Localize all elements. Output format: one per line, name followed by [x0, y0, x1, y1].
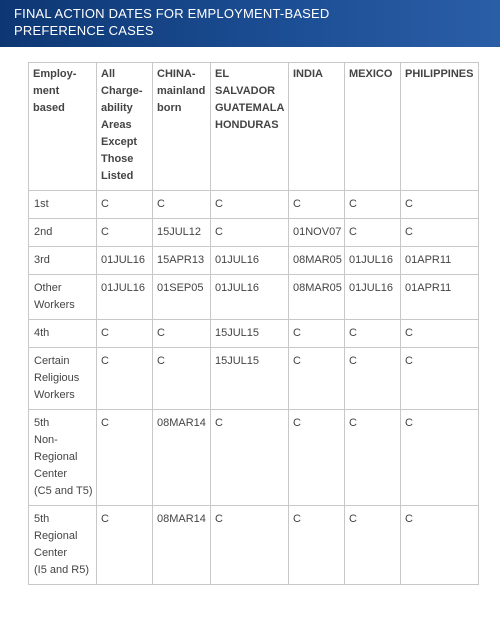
table-cell: C	[97, 410, 153, 506]
table-row	[29, 247, 479, 275]
table-cell: 08MAR14	[153, 506, 211, 585]
table-cell: C	[401, 348, 479, 410]
row-label-line: 3rd	[34, 254, 50, 266]
row-label	[29, 506, 97, 585]
header-text-line: PHILIPPINES	[405, 68, 474, 80]
table-cell: 01APR11	[401, 275, 479, 320]
row-label-line: Center	[34, 468, 68, 480]
table-cell: C	[97, 348, 153, 410]
table-cell: 01SEP05	[153, 275, 211, 320]
row-label-line: Certain	[34, 355, 70, 367]
column-header-el-salvador	[211, 63, 289, 191]
table-row	[29, 410, 479, 506]
table-row	[29, 320, 479, 348]
table-cell: C	[97, 506, 153, 585]
table-cell: 01NOV07	[289, 219, 345, 247]
table-cell: C	[289, 506, 345, 585]
table-cell: C	[289, 348, 345, 410]
table-row	[29, 275, 479, 320]
table-cell: C	[345, 219, 401, 247]
table-cell: C	[345, 191, 401, 219]
column-header-all-chargeability	[97, 63, 153, 191]
row-label	[29, 191, 97, 219]
table-cell: C	[345, 410, 401, 506]
table-cell: 08MAR05	[289, 247, 345, 275]
header-text-line: Areas	[101, 119, 132, 131]
table-cell: C	[401, 410, 479, 506]
table-row	[29, 191, 479, 219]
table-cell: C	[153, 191, 211, 219]
row-label-line: (I5 and R5)	[34, 564, 90, 576]
row-label-line: 2nd	[34, 226, 53, 238]
row-label	[29, 247, 97, 275]
table-row	[29, 506, 479, 585]
table-row	[29, 219, 479, 247]
final-action-dates-table-container	[28, 62, 478, 585]
row-label-line: 5th	[34, 417, 50, 429]
header-text-line: MEXICO	[349, 68, 393, 80]
table-cell: C	[153, 348, 211, 410]
table-cell: C	[401, 320, 479, 348]
table-cell: C	[345, 348, 401, 410]
row-label-line: 4th	[34, 327, 50, 339]
header-text-line: ability	[101, 102, 133, 114]
table-cell: 01JUL16	[345, 275, 401, 320]
row-label-line: Other	[34, 282, 62, 294]
row-label	[29, 219, 97, 247]
table-cell: 15APR13	[153, 247, 211, 275]
header-text-line: Except	[101, 136, 138, 148]
table-cell: C	[211, 219, 289, 247]
row-label-line: Regional	[34, 530, 78, 542]
header-text-line: GUATEMALA	[215, 102, 285, 114]
table-cell: C	[345, 506, 401, 585]
header-text-line: Charge-	[101, 85, 143, 97]
header-text-line: ment	[33, 85, 60, 97]
column-header-india	[289, 63, 345, 191]
row-label-line: Workers	[34, 299, 75, 311]
row-label	[29, 348, 97, 410]
column-header-philippines	[401, 63, 479, 191]
row-label	[29, 275, 97, 320]
row-label	[29, 320, 97, 348]
table-cell: 01JUL16	[97, 247, 153, 275]
row-label-line: Religious	[34, 372, 80, 384]
header-text-line: HONDURAS	[215, 119, 279, 131]
header-text-line: SALVADOR	[215, 85, 276, 97]
header-text-line: Listed	[101, 170, 134, 182]
row-label-line: Regional	[34, 451, 78, 463]
table-row	[29, 348, 479, 410]
table-cell: C	[211, 410, 289, 506]
column-header-china	[153, 63, 211, 191]
table-cell: C	[289, 320, 345, 348]
table-cell: 08MAR05	[289, 275, 345, 320]
table-cell: C	[289, 410, 345, 506]
table-cell: 15JUL12	[153, 219, 211, 247]
header-text-line: born	[157, 102, 182, 114]
table-cell: 01APR11	[401, 247, 479, 275]
row-label-line: Workers	[34, 389, 75, 401]
table-cell: C	[401, 219, 479, 247]
page-title-line-2: PREFERENCE CASES	[14, 23, 154, 38]
table-cell: 01JUL16	[345, 247, 401, 275]
header-text-line: INDIA	[293, 68, 323, 80]
page-header-banner	[0, 0, 500, 47]
row-label	[29, 410, 97, 506]
header-text-line: mainland	[157, 85, 206, 97]
header-text-line: CHINA-	[157, 68, 196, 80]
table-cell: 15JUL15	[211, 348, 289, 410]
header-text-line: Employ-	[33, 68, 77, 80]
table-cell: C	[401, 506, 479, 585]
row-label-line: (C5 and T5)	[34, 485, 93, 497]
table-cell: C	[97, 191, 153, 219]
row-label-line: Non-	[34, 434, 58, 446]
table-cell: 01JUL16	[211, 275, 289, 320]
row-label-line: Center	[34, 547, 68, 559]
table-cell: C	[345, 320, 401, 348]
header-text-line: based	[33, 102, 65, 114]
header-text-line: All	[101, 68, 116, 80]
table-cell: 01JUL16	[211, 247, 289, 275]
page-title-line-1: FINAL ACTION DATES FOR EMPLOYMENT-BASED	[14, 6, 330, 21]
column-header-mexico	[345, 63, 401, 191]
table-cell: 08MAR14	[153, 410, 211, 506]
final-action-dates-table	[28, 62, 479, 585]
table-cell: 15JUL15	[211, 320, 289, 348]
table-cell: C	[153, 320, 211, 348]
column-header-employment-based	[29, 63, 97, 191]
row-label-line: 1st	[34, 198, 49, 210]
table-cell: C	[211, 191, 289, 219]
table-cell: C	[97, 219, 153, 247]
table-cell: C	[401, 191, 479, 219]
header-text-line: EL	[215, 68, 230, 80]
table-cell: C	[97, 320, 153, 348]
header-text-line: Those	[101, 153, 134, 165]
row-label-line: 5th	[34, 513, 50, 525]
table-cell: C	[211, 506, 289, 585]
table-cell: 01JUL16	[97, 275, 153, 320]
table-cell: C	[289, 191, 345, 219]
table-header-row	[29, 63, 479, 191]
